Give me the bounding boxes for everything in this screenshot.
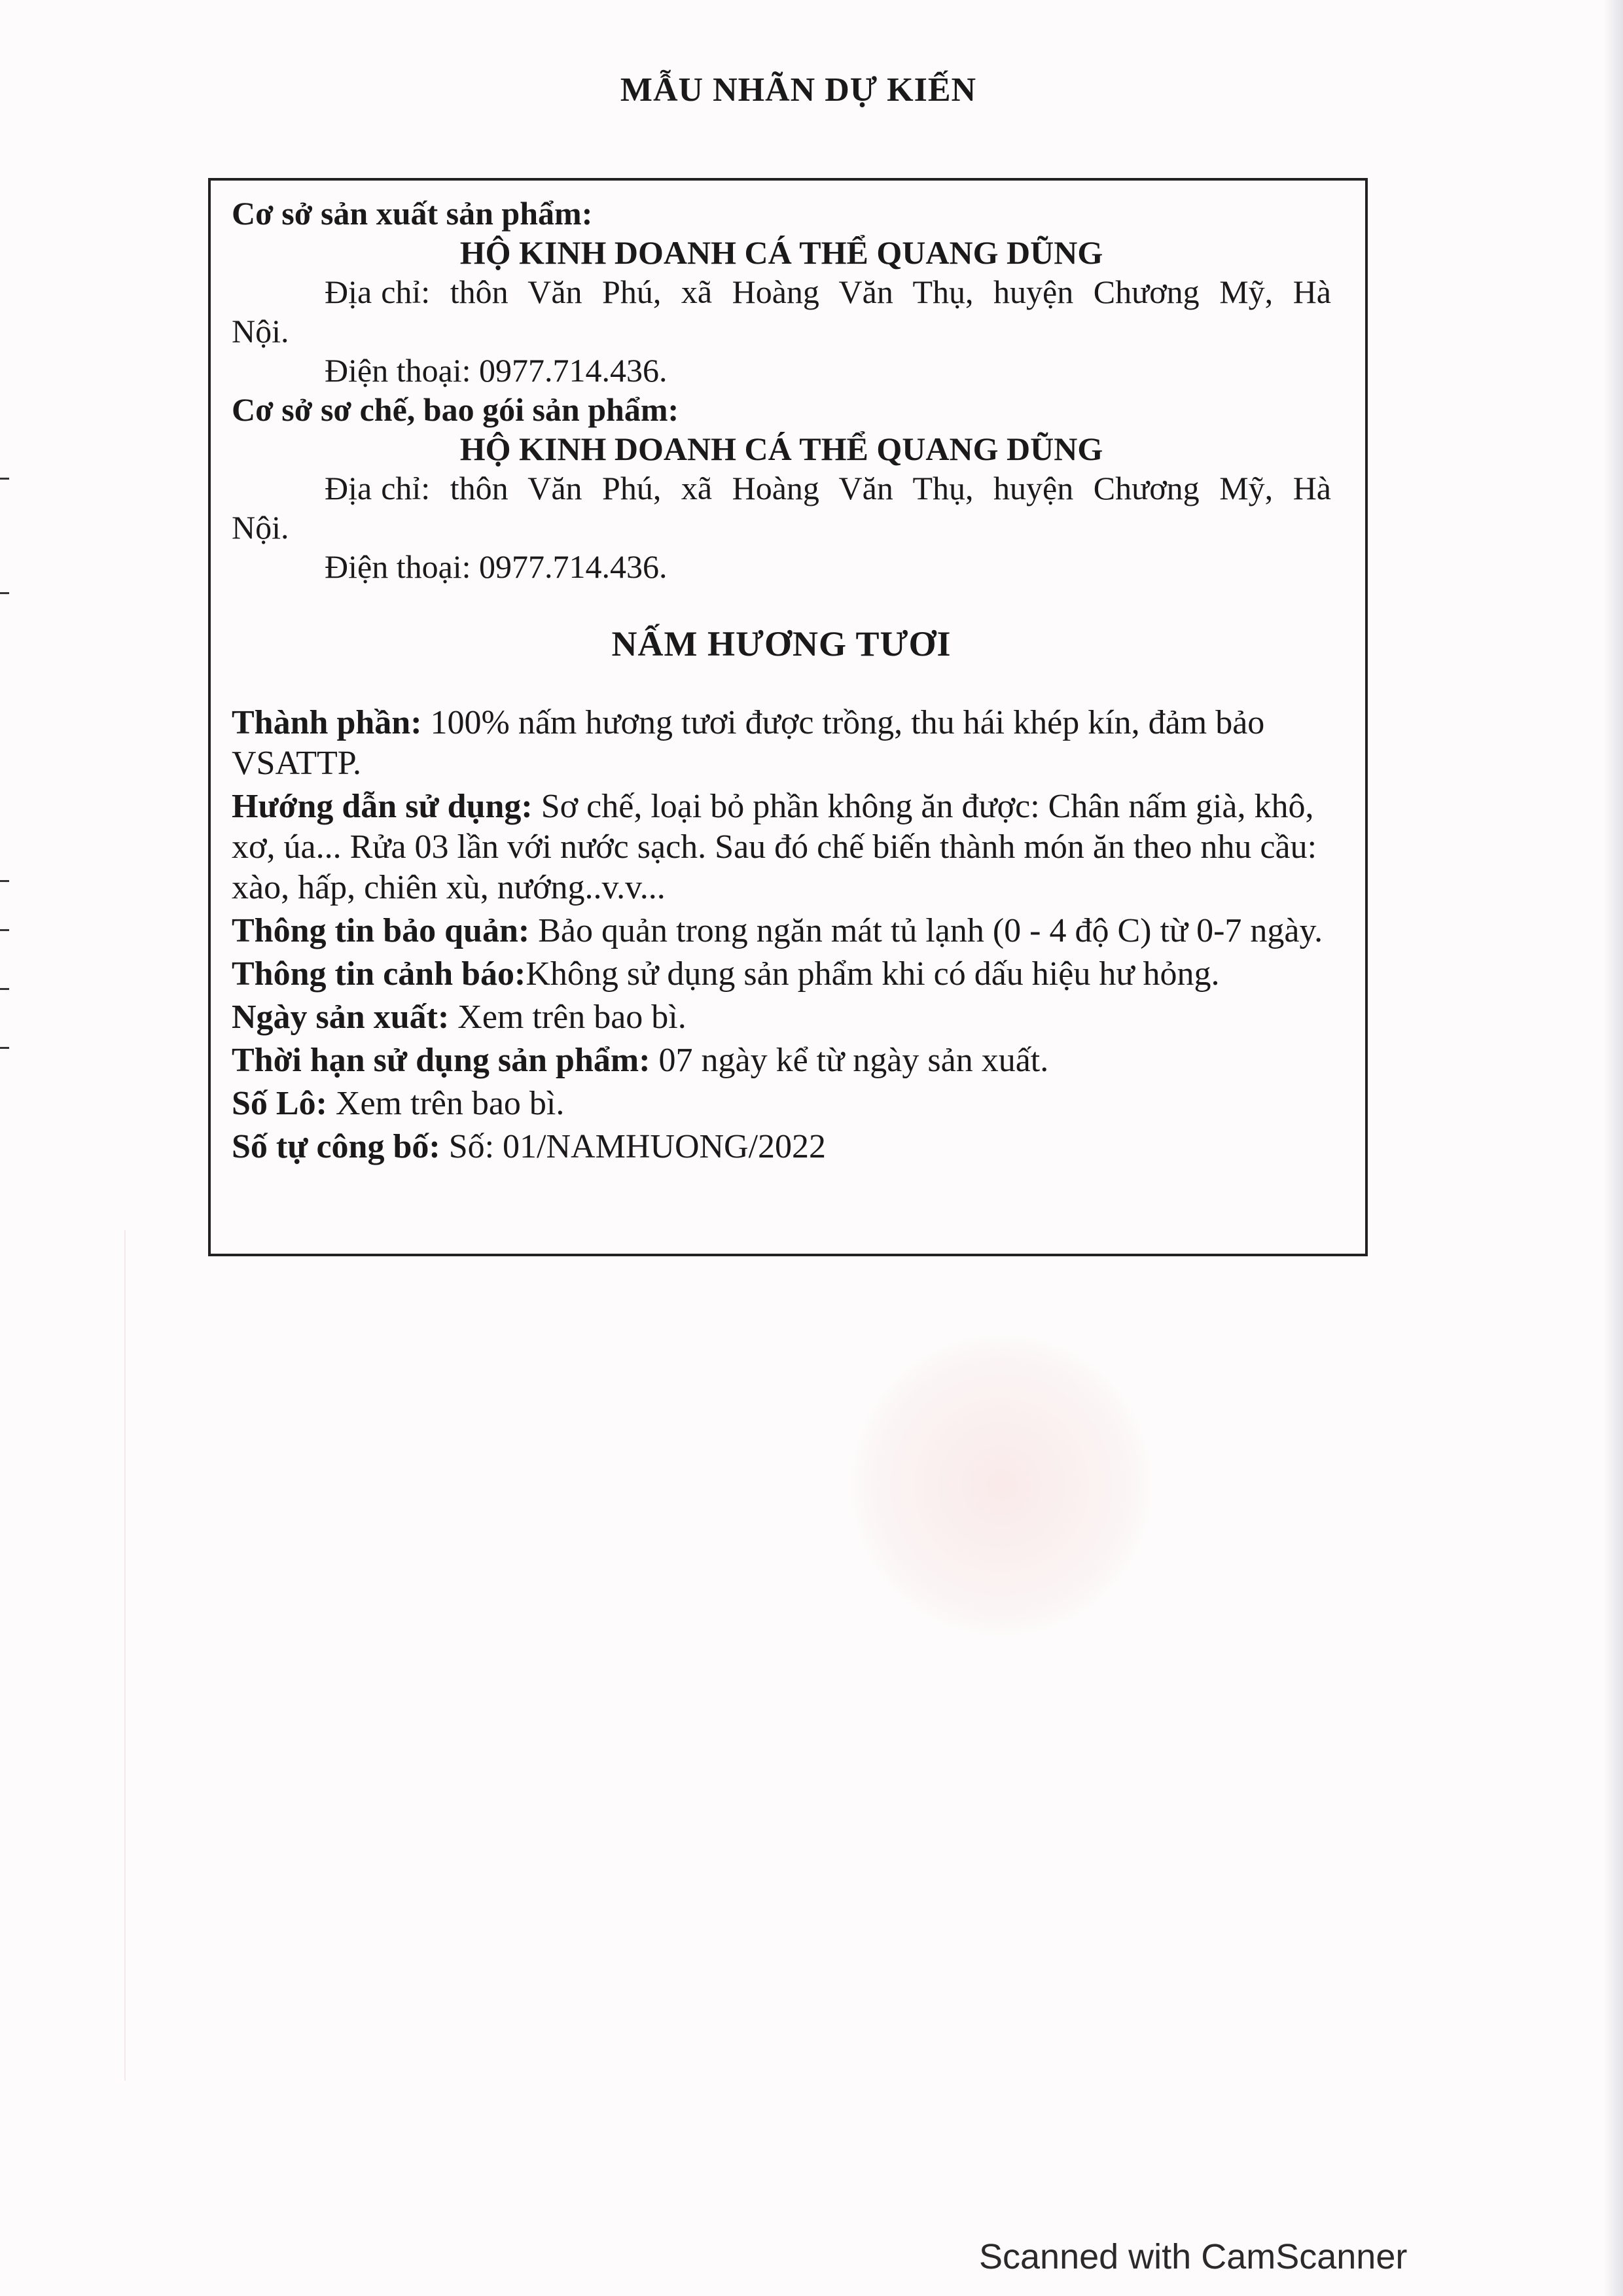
- producer-name: HỘ KINH DOANH CÁ THỂ QUANG DŨNG: [459, 234, 1103, 271]
- scan-edge-mark: [0, 592, 9, 594]
- page-edge-shadow: [1603, 0, 1623, 2296]
- packer-heading: Cơ sở sơ chế, bao gói sản phẩm:: [232, 391, 679, 428]
- info-storage: [232, 911, 1331, 951]
- info-production-date: [232, 997, 1331, 1038]
- info-shelf-life: [232, 1040, 1331, 1081]
- producer-address-label: Địa: [325, 274, 372, 310]
- info-warning: [232, 954, 1331, 995]
- label-box: [208, 178, 1368, 1256]
- producer-address-rest: chỉ: thôn Văn Phú, xã Hoàng Văn Thụ, huyện Chương Mỹ, Hà: [381, 274, 1331, 310]
- info-label: Thông tin bảo quản:: [232, 912, 530, 949]
- info-text: 07 ngày kể từ ngày sản xuất.: [650, 1042, 1049, 1079]
- info-ingredients: [232, 703, 1331, 784]
- document-title: MẪU NHÃN DỰ KIẾN: [620, 71, 977, 109]
- info-label: Thành phần:: [232, 704, 422, 741]
- scan-edge-mark: [0, 880, 9, 882]
- scan-edge-mark: [0, 929, 9, 931]
- bleed-through-table: [124, 1230, 1605, 2081]
- scan-edge-mark: [0, 1047, 9, 1049]
- packer-address-label: Địa: [325, 470, 372, 506]
- info-label: Thông tin cảnh báo:: [232, 955, 526, 993]
- producer-phone: Điện thoại: 0977.714.436.: [325, 352, 668, 389]
- info-text: Số: 01/NAMHUONG/2022: [440, 1128, 827, 1165]
- info-usage: [232, 786, 1331, 908]
- info-label: Số tự công bố:: [232, 1128, 440, 1165]
- info-text: Xem trên bao bì.: [449, 998, 687, 1036]
- packer-phone: Điện thoại: 0977.714.436.: [325, 548, 668, 585]
- scan-edge-mark: [0, 478, 9, 480]
- bleed-through-seal: [851, 1335, 1152, 1636]
- info-text: Sơ chế, loại bỏ phần không ăn được: Chân nấm già, khô, xơ, úa... Rửa 03 lần với nước sạch. Sau đó chế biến thành món ăn theo nhu cầu: xào, hấp, chiên xù, nướng..v.v...: [232, 788, 1317, 906]
- info-label: Số Lô:: [232, 1085, 327, 1122]
- packer-name: HỘ KINH DOANH CÁ THỂ QUANG DŨNG: [459, 431, 1103, 467]
- product-info: [232, 703, 1331, 1167]
- packer-address-rest: chỉ: thôn Văn Phú, xã Hoàng Văn Thụ, huyện Chương Mỹ, Hà: [381, 470, 1331, 506]
- info-text: Không sử dụng sản phẩm khi có dấu hiệu hư hỏng.: [526, 955, 1220, 993]
- info-lot-number: [232, 1084, 1331, 1124]
- producer-heading: Cơ sở sản xuất sản phẩm:: [232, 195, 593, 232]
- info-text: Xem trên bao bì.: [327, 1085, 565, 1122]
- packer-address-cont: Nội.: [232, 509, 289, 546]
- info-text: 100% nấm hương tươi được trồng, thu hái khép kín, đảm bảo VSATTP.: [232, 704, 1265, 782]
- producer-address-cont: Nội.: [232, 313, 289, 349]
- info-label: Ngày sản xuất:: [232, 998, 450, 1036]
- producer-address: [232, 272, 1331, 311]
- packer-address: [232, 468, 1331, 508]
- scan-edge-mark: [0, 988, 9, 990]
- product-name: NẤM HƯƠNG TƯƠI: [611, 624, 952, 663]
- info-label: Hướng dẫn sử dụng:: [232, 788, 533, 825]
- info-label: Thời hạn sử dụng sản phẩm:: [232, 1042, 651, 1079]
- info-declaration-number: [232, 1127, 1331, 1167]
- info-text: Bảo quản trong ngăn mát tủ lạnh (0 - 4 độ C) từ 0-7 ngày.: [529, 912, 1323, 949]
- camscanner-watermark: Scanned with CamScanner: [979, 2237, 1408, 2276]
